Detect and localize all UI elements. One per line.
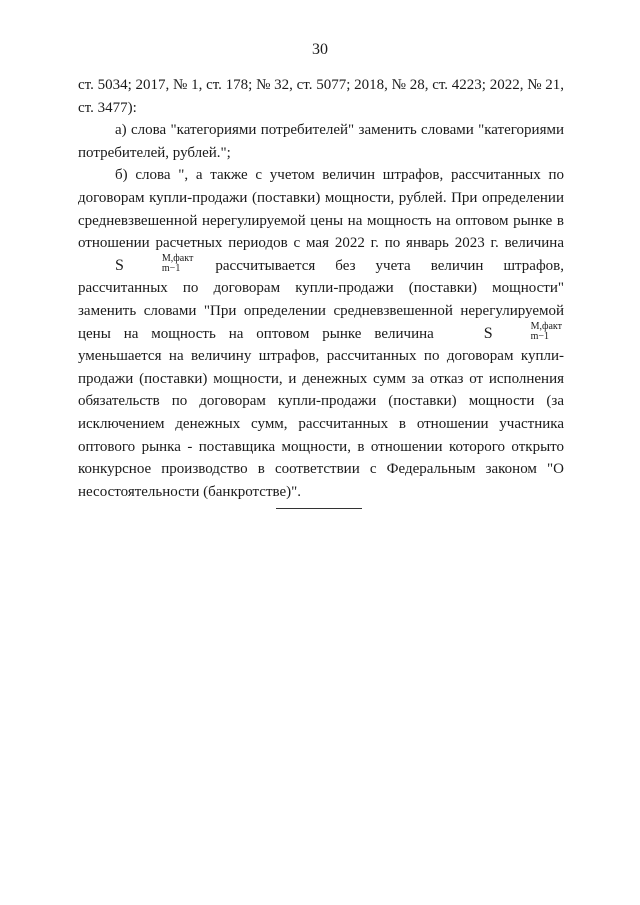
- document-body: [78, 74, 564, 503]
- formula-base-2: S: [483, 324, 493, 342]
- formula-superscript-2: М,факт: [530, 321, 563, 333]
- paragraph-intro: ст. 5034; 2017, № 1, ст. 178; № 32, ст. 5077; 2018, № 28, ст. 4223; 2022, № 21, ст. 3477):: [78, 77, 565, 116]
- paragraph-item-a: а) слова "категориями потребителей" заменить словами "категориями потребителей, рублей.";: [78, 122, 564, 161]
- formula-superscript: М,факт: [161, 253, 194, 265]
- item-b-text-3: уменьшается на величину штрафов, рассчитанных по договорам купли-продажи (поставки) мощности, и денежных сумм за отказ от исполнения обязательств по договорам купли-продажи (поставки) мощности (за исключением денежных сумм, рассчитанных в отношении участника оптового рынка - поставщика мощности, в отношении которого открыто конкурсное производство в соответствии с Федеральным законом "О несостоятельности (банкротстве)".: [78, 348, 564, 500]
- formula-subscript: m−1: [161, 263, 181, 275]
- end-separator-line: [276, 508, 362, 509]
- paragraph-item-b: [78, 164, 564, 503]
- formula-base: S: [115, 256, 124, 274]
- formula-subscript-2: m−1: [530, 331, 550, 343]
- formula-symbol-2: [447, 323, 564, 346]
- formula-symbol: [78, 255, 195, 278]
- page-number: 30: [312, 41, 328, 58]
- item-b-text-2: рассчитывается без учета величин штрафов, рассчитанных по договорам купли-продажи (поставки) мощности" заменить словами "При определении средневзвешенной нерегулируемой цены на мощность на оптовом рынке величина: [78, 257, 565, 342]
- item-b-text-1: б) слова ", а также с учетом величин штрафов, рассчитанных по договорам купли-продажи (поставки) мощности, рублей. При определении средневзвешенной нерегулируемой цены на мощность на оптовом рынке в отношении расчетных периодов с мая 2022 г. по январь 2023 г. величина: [78, 167, 564, 252]
